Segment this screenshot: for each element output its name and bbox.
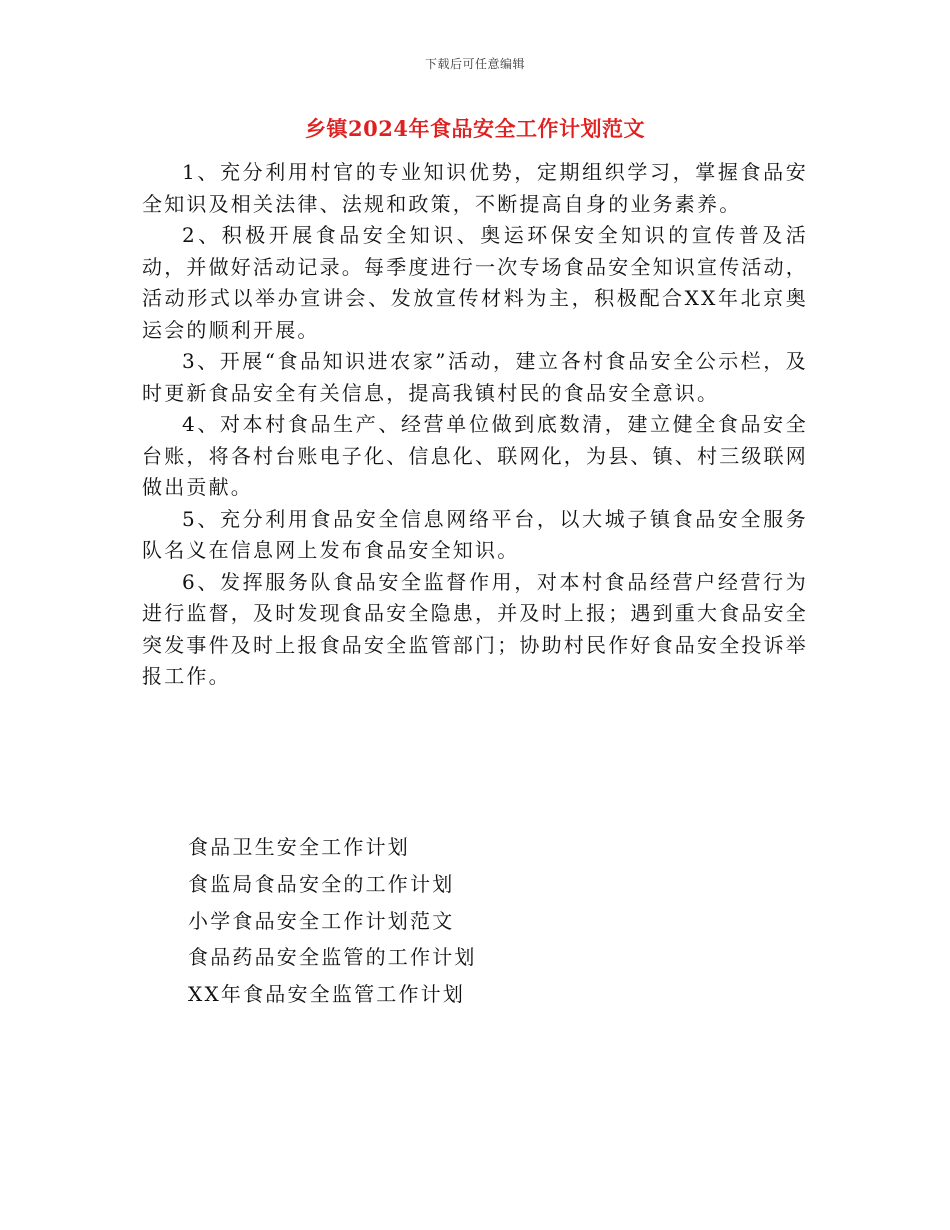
paragraph-4: 4、对本村食品生产、经营单位做到底数清，建立健全食品安全台账，将各村台账电子化、信息化、联网化，为县、镇、村三级联网做出贡献。	[142, 412, 808, 499]
document-body	[142, 157, 808, 693]
related-link-2[interactable]: 食监局食品安全的工作计划	[188, 871, 455, 896]
related-link-1[interactable]: 食品卫生安全工作计划	[188, 835, 410, 859]
related-link-3[interactable]: 小学食品安全工作计划范文	[188, 908, 455, 933]
paragraph-5: 5、充分利用食品安全信息网络平台，以大城子镇食品安全服务队名义在信息网上发布食品安全知识。	[142, 506, 808, 562]
related-link-4[interactable]: 食品药品安全监管的工作计划	[188, 945, 477, 970]
related-link-5[interactable]: XX年食品安全监管工作计划	[188, 982, 466, 1007]
paragraph-2: 2、积极开展食品安全知识、奥运环保安全知识的宣传普及活动，并做好活动记录。每季度进行一次专场食品安全知识宣传活动，活动形式以举办宣讲会、发放宣传材料为主，积极配合XX年北京奥运会的顺利开展。	[142, 223, 808, 342]
document-title: 乡镇2024年食品安全工作计划范文	[305, 116, 645, 141]
paragraph-6: 6、发挥服务队食品安全监督作用，对本村食品经营户经营行为进行监督，及时发现食品安全隐患，并及时上报；遇到重大食品安全突发事件及时上报食品安全监管部门；协助村民作好食品安全投诉举报工作。	[142, 569, 808, 688]
paragraph-3: 3、开展“食品知识进农家”活动，建立各村食品安全公示栏，及时更新食品安全有关信息，提高我镇村民的食品安全意识。	[142, 349, 808, 405]
related-links-list	[188, 829, 708, 1013]
header-note: 下载后可任意编辑	[424, 57, 525, 71]
paragraph-1: 1、充分利用村官的专业知识优势，定期组织学习，掌握食品安全知识及相关法律、法规和政策，不断提高自身的业务素养。	[142, 160, 808, 216]
